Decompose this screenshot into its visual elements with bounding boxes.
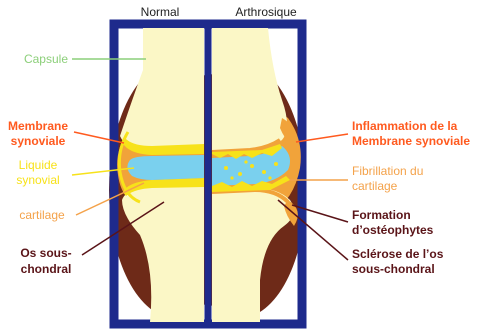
header-arthrosique: Arthrosique [235, 5, 297, 19]
label-osteophytes-2: d’ostéophytes [352, 223, 434, 237]
upper-bone-normal [120, 28, 204, 152]
label-os-2: chondral [20, 262, 72, 276]
synovial-fluid-normal [127, 155, 204, 180]
label-inflammation-1: Inflammation de la [352, 119, 458, 133]
label-inflammation-2: Membrane synoviale [352, 134, 471, 148]
label-capsule: Capsule [23, 52, 68, 66]
label-liquide-2: synovial [16, 173, 60, 187]
header-normal: Normal [140, 5, 180, 19]
label-osteophytes-1: Formation [352, 208, 411, 222]
label-cartilage: cartilage [19, 208, 65, 222]
label-fibrillation-2: cartilage [352, 179, 398, 193]
label-os-1: Os sous- [20, 246, 72, 260]
label-sclerose-1: Sclérose de l’os [352, 247, 444, 261]
label-sclerose-2: sous-chondral [352, 262, 435, 276]
label-liquide-1: Liquide [18, 158, 58, 172]
label-fibrillation-1: Fibrillation du [352, 164, 424, 178]
label-membrane-1: Membrane [7, 119, 69, 133]
label-membrane-2: synoviale [10, 134, 66, 148]
upper-bone-arthrosic [212, 28, 287, 154]
